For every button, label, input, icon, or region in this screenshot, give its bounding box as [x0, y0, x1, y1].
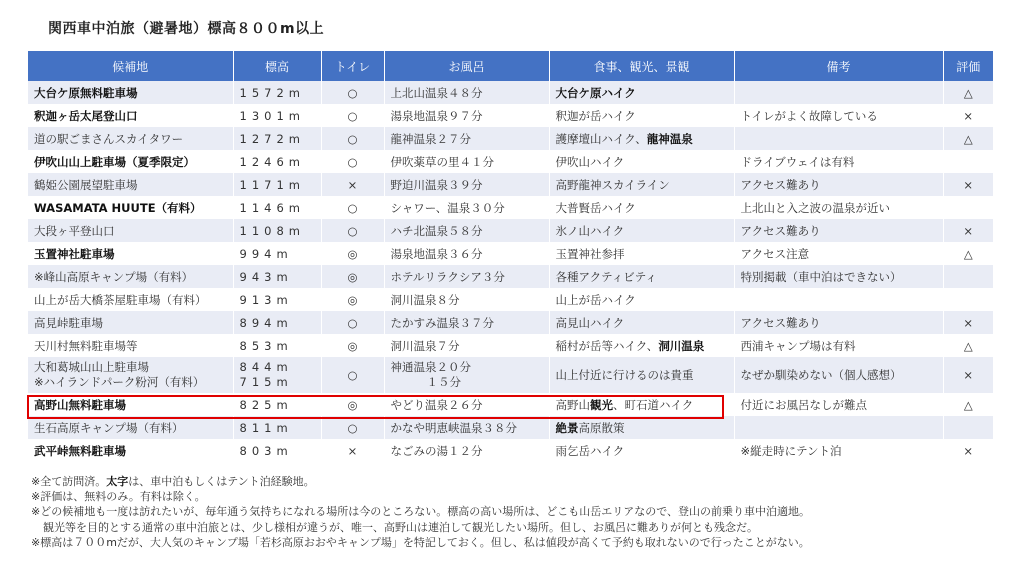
cell-rating: [943, 265, 993, 288]
food-segment: 伊吹山ハイク: [555, 154, 625, 169]
food-segment: 稲村が岳等ハイク、: [555, 338, 659, 353]
cell-bath: [384, 416, 549, 439]
cell-toilet: ○: [321, 219, 384, 242]
cell-elevation: [233, 357, 321, 393]
header-remarks: 備考: [734, 51, 943, 81]
cell-remarks: [734, 127, 943, 150]
cell-elevation: [233, 311, 321, 334]
cell-name: [28, 265, 233, 288]
bath-line: 湯泉地温泉９７分: [390, 108, 483, 123]
note-4: 観光等を目的とする通常の車中泊旅とは、少し様相が違うが、唯一、高野山は連泊して観光したい場所。但し、お風呂に難ありが何とも残念だ。: [43, 520, 758, 534]
cell-remarks: [734, 288, 943, 311]
elevation-line: 1246m: [239, 154, 305, 169]
table-row: [28, 334, 993, 357]
table-header-row: [28, 51, 993, 81]
elevation-line: 844m: [239, 360, 293, 374]
cell-bath: [384, 81, 549, 104]
bath-line: かなや明恵峡温泉３８分: [390, 420, 517, 435]
cell-bath: [384, 219, 549, 242]
cell-name: [28, 393, 233, 416]
cell-food-sightseeing: [549, 334, 734, 357]
table-row: [28, 416, 993, 439]
food-segment: 氷ノ山ハイク: [555, 223, 625, 238]
cell-bath: [384, 150, 549, 173]
bath-line: 洞川温泉７分: [390, 338, 460, 353]
cell-food-sightseeing: [549, 150, 734, 173]
cell-food-sightseeing: [549, 357, 734, 393]
cell-bath: [384, 265, 549, 288]
food-segment: 、町石道ハイク: [613, 397, 694, 412]
cell-remarks: アクセス注意: [734, 242, 943, 265]
table-row: [28, 173, 993, 196]
note-3: ※どの候補地も一度は訪れたいが、毎年通う気持ちになれる場所は今のところない。標高の高い場所は、どこも山岳エリアなので、登山の前乗り車中泊適地。: [31, 505, 810, 519]
food-segment: 釈迦が岳ハイク: [555, 108, 636, 123]
name-line: 玉置神社駐車場: [34, 246, 115, 261]
cell-bath: [384, 127, 549, 150]
table-row: [28, 311, 993, 334]
cell-name: [28, 219, 233, 242]
bath-line: やどり温泉２６分: [390, 397, 483, 412]
cell-name: [28, 104, 233, 127]
cell-rating: ×: [943, 439, 993, 462]
cell-rating: ×: [943, 173, 993, 196]
cell-toilet: ○: [321, 150, 384, 173]
cell-bath: [384, 393, 549, 416]
food-segment: 高野龍神スカイライン: [555, 177, 670, 192]
table-row: [28, 393, 993, 416]
table-row: [28, 265, 993, 288]
name-line: 釈迦ヶ岳太尾登山口: [34, 108, 138, 123]
food-segment: 雨乞岳ハイク: [555, 443, 625, 458]
cell-toilet: ○: [321, 81, 384, 104]
name-line: ※峰山高原キャンプ場（有料）: [34, 269, 194, 284]
cell-rating: △: [943, 334, 993, 357]
cell-food-sightseeing: [549, 173, 734, 196]
food-segment: 山上付近に行けるのは貴重: [555, 367, 694, 382]
page-title: 関西車中泊旅（避暑地）標高８００m以上: [48, 21, 325, 37]
cell-name: [28, 150, 233, 173]
name-line: 鶴姫公園展望駐車場: [34, 177, 138, 192]
cell-toilet: ◎: [321, 242, 384, 265]
cell-rating: [943, 288, 993, 311]
elevation-line: 1171m: [239, 177, 305, 192]
cell-toilet: ○: [321, 104, 384, 127]
name-line: ※ハイランドパーク粉河（有料）: [34, 375, 205, 389]
cell-toilet: ◎: [321, 265, 384, 288]
cell-food-sightseeing: [549, 196, 734, 219]
cell-elevation: [233, 104, 321, 127]
bath-line: たかすみ温泉３７分: [390, 315, 494, 330]
cell-remarks: [734, 416, 943, 439]
table-row: [28, 104, 993, 127]
food-segment: 大普賢岳ハイク: [555, 200, 636, 215]
cell-bath: [384, 104, 549, 127]
cell-name: [28, 416, 233, 439]
cell-food-sightseeing: [549, 127, 734, 150]
food-segment: 護摩壇山ハイク、: [555, 131, 647, 146]
cell-name: [28, 311, 233, 334]
food-segment: 高見山ハイク: [555, 315, 625, 330]
cell-elevation: [233, 334, 321, 357]
bath-line: ホテルリラクシア３分: [390, 269, 505, 284]
cell-elevation: [233, 242, 321, 265]
elevation-line: 811m: [239, 420, 293, 435]
table-row: [28, 357, 993, 393]
cell-elevation: [233, 127, 321, 150]
elevation-line: 803m: [239, 443, 293, 458]
cell-elevation: [233, 265, 321, 288]
cell-toilet: ◎: [321, 288, 384, 311]
elevation-line: 825m: [239, 397, 293, 412]
food-segment: 各種アクティビティ: [555, 269, 657, 284]
bath-line: 洞川温泉８分: [390, 292, 460, 307]
campsite-table: [28, 51, 993, 462]
cell-rating: [943, 416, 993, 439]
name-line: 道の駅ごまさんスカイタワー: [34, 131, 184, 146]
bath-line: 上北山温泉４８分: [390, 85, 483, 100]
cell-bath: [384, 357, 549, 393]
elevation-line: 1108m: [239, 223, 305, 238]
table-row: [28, 150, 993, 173]
food-segment: 龍神温泉: [646, 131, 693, 146]
cell-name: [28, 357, 233, 393]
cell-food-sightseeing: [549, 104, 734, 127]
note-5: ※標高は７００mだが、大人気のキャンプ場「若杉高原おおやキャンプ場」を特記しておく。但し、私は値段が高くて予約も取れないので行ったことがない。: [31, 535, 810, 549]
cell-toilet: ○: [321, 311, 384, 334]
elevation-line: 715m: [239, 375, 293, 389]
bath-line: なごみの湯１２分: [390, 443, 483, 458]
cell-toilet: ○: [321, 416, 384, 439]
bath-line: 神通温泉２０分: [390, 360, 471, 374]
cell-remarks: アクセス難あり: [734, 173, 943, 196]
cell-food-sightseeing: [549, 265, 734, 288]
cell-bath: [384, 196, 549, 219]
elevation-line: 894m: [239, 315, 293, 330]
name-line: 高見峠駐車場: [34, 315, 103, 330]
name-line: 大台ケ原無料駐車場: [34, 85, 138, 100]
cell-bath: [384, 334, 549, 357]
cell-remarks: 上北山と入之波の温泉が近い: [734, 196, 943, 219]
cell-rating: ×: [943, 219, 993, 242]
cell-toilet: ○: [321, 127, 384, 150]
cell-name: [28, 439, 233, 462]
cell-name: [28, 196, 233, 219]
cell-food-sightseeing: [549, 81, 734, 104]
cell-name: [28, 242, 233, 265]
cell-elevation: [233, 81, 321, 104]
cell-food-sightseeing: [549, 219, 734, 242]
cell-food-sightseeing: [549, 311, 734, 334]
cell-toilet: ×: [321, 173, 384, 196]
cell-rating: △: [943, 81, 993, 104]
elevation-line: 943m: [239, 269, 293, 284]
cell-food-sightseeing: [549, 393, 734, 416]
header-toilet: トイレ: [321, 51, 384, 81]
cell-elevation: [233, 219, 321, 242]
cell-rating: [943, 196, 993, 219]
bath-line: ハチ北温泉５８分: [390, 223, 483, 238]
cell-bath: [384, 439, 549, 462]
cell-rating: ×: [943, 311, 993, 334]
table-row: [28, 196, 993, 219]
name-line: 大段ヶ平登山口: [34, 223, 115, 238]
elevation-line: 1272m: [239, 131, 305, 146]
cell-remarks: アクセス難あり: [734, 311, 943, 334]
table-row: [28, 288, 993, 311]
cell-bath: [384, 242, 549, 265]
cell-bath: [384, 288, 549, 311]
food-segment: 洞川温泉: [658, 338, 705, 353]
cell-toilet: ○: [321, 196, 384, 219]
cell-name: [28, 334, 233, 357]
cell-remarks: 付近にお風呂なしが難点: [734, 393, 943, 416]
food-segment: 絶景: [555, 420, 579, 435]
name-line: WASAMATA HUUTE（有料）: [34, 200, 202, 215]
cell-toilet: ◎: [321, 393, 384, 416]
food-segment: 玉置神社参拝: [555, 246, 625, 261]
cell-remarks: トイレがよく故障している: [734, 104, 943, 127]
elevation-line: 853m: [239, 338, 293, 353]
cell-name: [28, 288, 233, 311]
cell-toilet: ◎: [321, 334, 384, 357]
food-segment: 高野山: [555, 397, 590, 412]
cell-remarks: アクセス難あり: [734, 219, 943, 242]
cell-food-sightseeing: [549, 416, 734, 439]
cell-bath: [384, 173, 549, 196]
cell-elevation: [233, 173, 321, 196]
header-bath: お風呂: [384, 51, 549, 81]
cell-elevation: [233, 439, 321, 462]
cell-rating: △: [943, 127, 993, 150]
table-row: [28, 127, 993, 150]
cell-food-sightseeing: [549, 439, 734, 462]
bath-line: シャワー、温泉３０分: [390, 200, 505, 215]
cell-elevation: [233, 416, 321, 439]
name-line: 武平峠無料駐車場: [34, 443, 126, 458]
note-1: ※全て訪問済。太字は、車中泊もしくはテント泊経験地。: [31, 475, 315, 488]
cell-rating: ×: [943, 104, 993, 127]
name-line: 山上が岳大橋茶屋駐車場（有料）: [34, 292, 207, 307]
cell-rating: △: [943, 393, 993, 416]
cell-rating: ×: [943, 357, 993, 393]
table-row: [28, 81, 993, 104]
elevation-line: 1572m: [239, 85, 305, 100]
bath-line: 野迫川温泉３９分: [390, 177, 483, 192]
cell-toilet: ×: [321, 439, 384, 462]
elevation-line: 1301m: [239, 108, 305, 123]
footnotes: [31, 474, 810, 550]
food-segment: 高原散策: [578, 420, 625, 435]
name-line: 高野山無料駐車場: [34, 397, 126, 412]
bath-line: 湯泉地温泉３６分: [390, 246, 483, 261]
header-candidate: 候補地: [28, 51, 233, 81]
cell-remarks: ※縦走時にテント泊: [734, 439, 943, 462]
cell-elevation: [233, 288, 321, 311]
elevation-line: 913m: [239, 292, 293, 307]
table-row: [28, 439, 993, 462]
cell-food-sightseeing: [549, 242, 734, 265]
cell-bath: [384, 311, 549, 334]
elevation-line: 994m: [239, 246, 293, 261]
table-row: [28, 242, 993, 265]
note-2: ※評価は、無料のみ。有料は除く。: [31, 490, 206, 504]
cell-rating: [943, 150, 993, 173]
header-food-sightseeing: 食事、観光、景観: [549, 51, 734, 81]
name-line: 伊吹山山上駐車場（夏季限定）: [34, 154, 195, 169]
name-line: 天川村無料駐車場等: [34, 338, 138, 353]
cell-name: [28, 81, 233, 104]
food-segment: 観光: [590, 397, 613, 412]
name-line: 大和葛城山山上駐車場: [34, 360, 149, 374]
bath-line: 伊吹薬草の里４１分: [390, 154, 494, 169]
name-line: 生石高原キャンプ場（有料）: [34, 420, 184, 435]
table-row: [28, 219, 993, 242]
bath-line: 龍神温泉２７分: [390, 131, 471, 146]
table-body: [28, 81, 993, 462]
cell-remarks: [734, 81, 943, 104]
header-elevation: 標高: [233, 51, 321, 81]
cell-remarks: 特別掲載（車中泊はできない）: [734, 265, 943, 288]
cell-toilet: ○: [321, 357, 384, 393]
food-segment: 山上が岳ハイク: [555, 292, 636, 307]
cell-elevation: [233, 196, 321, 219]
bath-line: １５分: [426, 375, 461, 389]
cell-remarks: ドライブウェイは有料: [734, 150, 943, 173]
header-rating: 評価: [943, 51, 993, 81]
elevation-line: 1146m: [239, 200, 305, 215]
cell-remarks: 西浦キャンプ場は有料: [734, 334, 943, 357]
cell-elevation: [233, 393, 321, 416]
cell-name: [28, 127, 233, 150]
cell-remarks: なぜか馴染めない（個人感想）: [734, 357, 943, 393]
cell-elevation: [233, 150, 321, 173]
food-segment: 大台ケ原ハイク: [555, 85, 636, 100]
cell-rating: △: [943, 242, 993, 265]
cell-name: [28, 173, 233, 196]
cell-food-sightseeing: [549, 288, 734, 311]
